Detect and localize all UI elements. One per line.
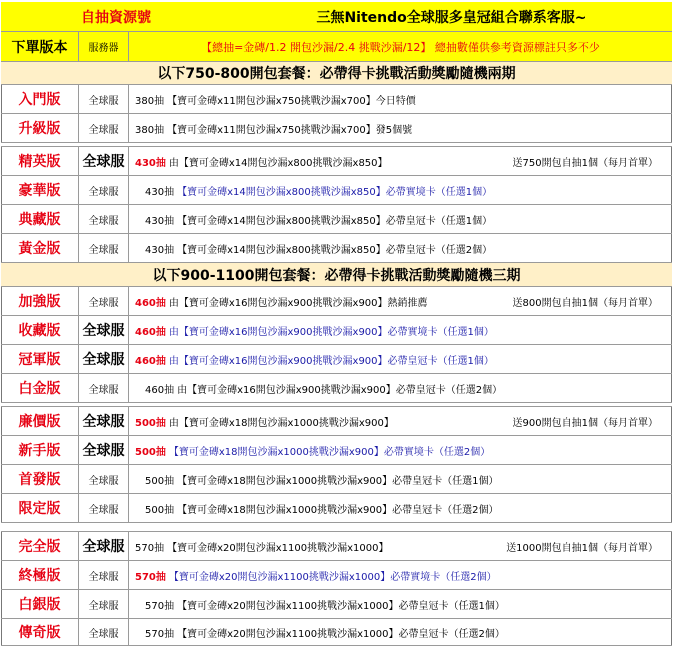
package-description [129, 374, 672, 402]
section-title: 以下900-1100開包套餐：必帶得卡挑戰活動獎勵隨機三期 [152, 267, 521, 284]
table-row[interactable] [1, 85, 672, 114]
version-name: 白銀版 [1, 590, 79, 618]
section-title: 以下750-800開包套餐：必帶得卡挑戰活動獎勵隨機兩期 [157, 66, 516, 82]
package-description [129, 436, 672, 464]
package-contents: 由【寶可金磚x14開包沙漏x800挑戰沙漏x850】 [168, 157, 388, 169]
version-name: 冠軍版 [1, 345, 79, 373]
server-label: 全球服 [79, 532, 129, 560]
bonus-note: 送750開包自抽1個（每月首單） [512, 157, 658, 169]
server-label: 全球服 [79, 287, 129, 315]
server-label: 全球服 [79, 176, 129, 204]
draw-formula-note: 【總抽=金磚/1.2 開包沙漏/2.4 挑戰沙漏/12】 總抽數僅供參考資源標註只多不少 [201, 40, 600, 54]
package-description [129, 147, 672, 175]
server-label: 全球服 [79, 494, 129, 522]
draw-count: 570抽 [135, 571, 166, 583]
table-row[interactable] [1, 561, 672, 590]
table-row[interactable] [1, 407, 672, 436]
version-name: 典藏版 [1, 205, 79, 233]
package-contents: 【寶可金磚x20開包沙漏x1100挑戰沙漏x1000】必帶皇冠卡（任選2個） [177, 628, 505, 640]
package-contents: 【寶可金磚x14開包沙漏x800挑戰沙漏x850】必帶皇冠卡（任選1個） [177, 215, 493, 227]
self-draw-title: 自抽資源號 [81, 9, 151, 26]
table-row[interactable] [1, 316, 672, 345]
version-name: 白金版 [1, 374, 79, 402]
bonus-note: 送800開包自抽1個（每月首單） [512, 297, 658, 309]
package-description [129, 345, 672, 373]
draw-count: 430抽 [145, 186, 175, 198]
table-row[interactable] [1, 465, 672, 494]
package-contents: 由【寶可金磚x16開包沙漏x900挑戰沙漏x900】熱銷推薦 [168, 297, 428, 309]
draw-count: 500抽 [145, 504, 175, 516]
version-name: 豪華版 [1, 176, 79, 204]
version-name: 精英版 [1, 147, 79, 175]
package-description [129, 561, 672, 589]
draw-count: 460抽 [135, 355, 166, 367]
draw-count: 430抽 [145, 244, 175, 256]
table-row[interactable] [1, 494, 672, 523]
table-row[interactable] [1, 234, 672, 263]
draw-count: 570抽 [145, 628, 175, 640]
package-description [129, 619, 672, 645]
package-description [129, 114, 672, 142]
version-name: 終極版 [1, 561, 79, 589]
draw-count: 460抽 [135, 326, 166, 338]
table-row[interactable] [1, 176, 672, 205]
package-contents: 【寶可金磚x18開包沙漏x1000挑戰沙漏x900】必帶皇冠卡（任選2個） [177, 504, 499, 516]
package-description [129, 316, 672, 344]
package-contents: 【寶可金磚x18開包沙漏x1000挑戰沙漏x900】必帶皇冠卡（任選1個） [177, 475, 499, 487]
section-header [1, 263, 672, 287]
version-name: 限定版 [1, 494, 79, 522]
version-name: 黃金版 [1, 234, 79, 262]
server-label: 全球服 [79, 619, 129, 645]
server-label: 全球服 [79, 316, 129, 344]
package-contents: 【寶可金磚x20開包沙漏x1100挑戰沙漏x1000】必帶皇冠卡（任選1個） [177, 600, 505, 612]
draw-count: 430抽 [145, 215, 175, 227]
package-contents: 【寶可金磚x14開包沙漏x800挑戰沙漏x850】必帶實境卡（任選1個） [177, 186, 493, 198]
package-contents: 由【寶可金磚x16開包沙漏x900挑戰沙漏x900】必帶皇冠卡（任選2個） [177, 384, 503, 396]
package-description [129, 287, 672, 315]
version-name: 新手版 [1, 436, 79, 464]
server-label: 全球服 [79, 436, 129, 464]
version-name: 首發版 [1, 465, 79, 493]
draw-count: 380抽 [135, 124, 165, 136]
bonus-note: 送1000開包自抽1個（每月首單） [506, 542, 658, 554]
bonus-note: 送900開包自抽1個（每月首單） [512, 417, 658, 429]
draw-count: 460抽 [135, 297, 166, 309]
table-row[interactable] [1, 619, 672, 646]
draw-count: 430抽 [135, 157, 166, 169]
package-contents: 由【寶可金磚x18開包沙漏x1000挑戰沙漏x900】 [168, 417, 394, 429]
version-name: 傳奇版 [1, 619, 79, 645]
package-description [129, 407, 672, 435]
table-row[interactable] [1, 147, 672, 176]
version-name: 收藏版 [1, 316, 79, 344]
server-label: 全球服 [79, 234, 129, 262]
package-description [129, 465, 672, 493]
table-row[interactable] [1, 532, 672, 561]
server-label: 全球服 [79, 345, 129, 373]
package-contents: 由【寶可金磚x16開包沙漏x900挑戰沙漏x900】必帶皇冠卡（任選1個） [168, 355, 494, 367]
package-description [129, 494, 672, 522]
version-name: 廉價版 [1, 407, 79, 435]
table-row[interactable] [1, 114, 672, 143]
package-description [129, 234, 672, 262]
draw-count: 500抽 [135, 446, 166, 458]
draw-count: 460抽 [145, 384, 175, 396]
column-header-row [1, 32, 672, 62]
package-description [129, 590, 672, 618]
table-row[interactable] [1, 436, 672, 465]
table-row[interactable] [1, 287, 672, 316]
table-row[interactable] [1, 345, 672, 374]
table-row[interactable] [1, 590, 672, 619]
server-label: 全球服 [79, 205, 129, 233]
package-contents: 【寶可金磚x14開包沙漏x800挑戰沙漏x850】必帶皇冠卡（任選2個） [177, 244, 493, 256]
server-label: 全球服 [79, 147, 129, 175]
server-label: 全球服 [79, 465, 129, 493]
package-contents: 【寶可金磚x20開包沙漏x1100挑戰沙漏x1000】 [167, 542, 389, 554]
draw-count: 570抽 [145, 600, 175, 612]
package-contents: 由【寶可金磚x16開包沙漏x900挑戰沙漏x900】必帶實境卡（任選1個） [168, 326, 494, 338]
package-contents: 【寶可金磚x11開包沙漏x750挑戰沙漏x700】今日特價 [167, 95, 416, 107]
package-description [129, 85, 672, 113]
package-description [129, 532, 672, 560]
draw-count: 380抽 [135, 95, 165, 107]
server-label: 全球服 [79, 85, 129, 113]
col-server-header: 服務器 [79, 32, 129, 61]
server-label: 全球服 [79, 561, 129, 589]
server-label: 全球服 [79, 407, 129, 435]
package-contents: 【寶可金磚x11開包沙漏x750挑戰沙漏x700】發5個號 [167, 124, 413, 136]
server-label: 全球服 [79, 590, 129, 618]
server-label: 全球服 [79, 114, 129, 142]
group-separator [1, 523, 672, 532]
col-version-header: 下單版本 [1, 32, 79, 61]
package-contents: 【寶可金磚x18開包沙漏x1000挑戰沙漏x900】必帶實境卡（任選2個） [168, 446, 491, 458]
table-row[interactable] [1, 374, 672, 403]
version-name: 完全版 [1, 532, 79, 560]
draw-count: 500抽 [135, 417, 166, 429]
title-row [1, 2, 672, 32]
version-name: 入門版 [1, 85, 79, 113]
table-row[interactable] [1, 205, 672, 234]
section-header [1, 62, 672, 85]
package-description [129, 205, 672, 233]
package-contents: 【寶可金磚x20開包沙漏x1100挑戰沙漏x1000】必帶實境卡（任選2個） [168, 571, 497, 583]
contact-title: 三無Nitendo全球服多皇冠組合聯系客服~ [316, 9, 587, 26]
package-description [129, 176, 672, 204]
version-name: 升級版 [1, 114, 79, 142]
version-name: 加強版 [1, 287, 79, 315]
draw-count: 570抽 [135, 542, 165, 554]
draw-count: 500抽 [145, 475, 175, 487]
server-label: 全球服 [79, 374, 129, 402]
